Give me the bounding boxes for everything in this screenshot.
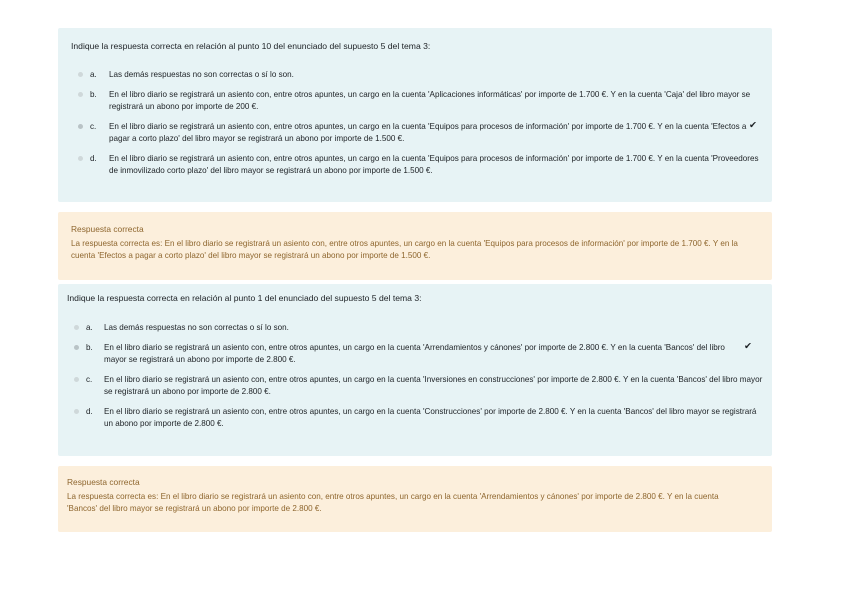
check-icon: ✔	[744, 341, 752, 352]
radio-button[interactable]	[74, 325, 79, 330]
answer-option[interactable]	[71, 153, 762, 185]
radio-button[interactable]	[74, 377, 79, 382]
question-1-prompt: Indique la respuesta correcta en relación al punto 10 del enunciado del supuesto 5 del tema 3:	[71, 41, 431, 51]
feedback-2-box	[58, 466, 772, 532]
answer-option[interactable]	[71, 69, 762, 89]
answer-option-selected[interactable]	[67, 342, 762, 374]
answer-option[interactable]	[71, 89, 762, 121]
answer-letter: d.	[90, 154, 97, 163]
answer-letter: a.	[86, 323, 93, 332]
question-2-box	[58, 284, 772, 456]
radio-button[interactable]	[78, 92, 83, 97]
answer-option[interactable]	[67, 406, 762, 438]
answer-letter: b.	[86, 343, 93, 352]
answer-letter: c.	[90, 122, 97, 131]
radio-button[interactable]	[78, 156, 83, 161]
feedback-text: La respuesta correcta es: En el libro diario se registrará un asiento con, entre otros apuntes, un cargo en la cuenta 'Arrendamientos y cánones' por importe de 2.800 €. Y en la cuenta 'Bancos' del libro mayor se registrará un abono por importe de 2.800 €.	[67, 492, 719, 513]
feedback-1-box	[58, 212, 772, 280]
answer-option-selected[interactable]	[71, 121, 762, 153]
answer-letter: c.	[86, 375, 93, 384]
answer-option[interactable]	[67, 322, 762, 342]
radio-button[interactable]	[78, 72, 83, 77]
answer-text: En el libro diario se registrará un asiento con, entre otros apuntes, un cargo en la cuenta 'Aplicaciones informáticas' por importe de 1.700 €. Y en la cuenta 'Caja' del libro mayor se registrará un abono por importe de 200 €.	[109, 90, 751, 111]
answer-option[interactable]	[67, 374, 762, 406]
question-1-box	[58, 28, 772, 202]
answer-text: En el libro diario se registrará un asiento con, entre otros apuntes, un cargo en la cuenta 'Inversiones en construcciones' por importe de 2.800 €. Y en la cuenta 'Bancos' del libro mayor se registrará un abono por importe de 2.800 €.	[104, 375, 763, 396]
answer-text: En el libro diario se registrará un asiento con, entre otros apuntes, un cargo en la cuenta 'Arrendamientos y cánones' por importe de 2.800 €. Y en la cuenta 'Bancos' del libro mayor se registrará un abono por importe de 2.800 €.	[104, 343, 725, 364]
radio-button-selected[interactable]	[78, 124, 83, 129]
check-icon: ✔	[749, 120, 757, 131]
radio-button-selected[interactable]	[74, 345, 79, 350]
answer-text: En el libro diario se registrará un asiento con, entre otros apuntes, un cargo en la cuenta 'Construcciones' por importe de 2.800 €. Y en la cuenta 'Bancos' del libro mayor se registrará un abono por importe de 2.800 €.	[104, 407, 757, 428]
radio-button[interactable]	[74, 409, 79, 414]
answer-text: Las demás respuestas no son correctas o sí lo son.	[109, 70, 294, 79]
answer-text: En el libro diario se registrará un asiento con, entre otros apuntes, un cargo en la cuenta 'Equipos para procesos de información' por importe de 1.700 €. Y en la cuenta 'Efectos a pagar a corto plazo' del libro mayor se registrará un abono por importe de 1.500 €.	[109, 122, 747, 143]
feedback-title: Respuesta correcta	[67, 477, 140, 487]
feedback-text: La respuesta correcta es: En el libro diario se registrará un asiento con, entre otros apuntes, un cargo en la cuenta 'Equipos para procesos de información' por importe de 1.700 €. Y en la cuenta 'Efectos a pagar a corto plazo' del libro mayor se registrará un abono por importe de 1.500 €.	[71, 239, 738, 260]
answer-text: Las demás respuestas no son correctas o sí lo son.	[104, 323, 289, 332]
answer-letter: b.	[90, 90, 97, 99]
answer-letter: d.	[86, 407, 93, 416]
answer-text: En el libro diario se registrará un asiento con, entre otros apuntes, un cargo en la cuenta 'Equipos para procesos de información' por importe de 1.700 €. Y en la cuenta 'Proveedores de inmovilizado corto plazo' del libro mayor se registrará un abono por importe de 1.500 €.	[109, 154, 759, 175]
answer-letter: a.	[90, 70, 97, 79]
question-2-answers	[67, 322, 762, 438]
feedback-title: Respuesta correcta	[71, 224, 144, 234]
question-1-answers	[71, 69, 762, 185]
question-2-prompt: Indique la respuesta correcta en relación al punto 1 del enunciado del supuesto 5 del tema 3:	[67, 293, 422, 303]
